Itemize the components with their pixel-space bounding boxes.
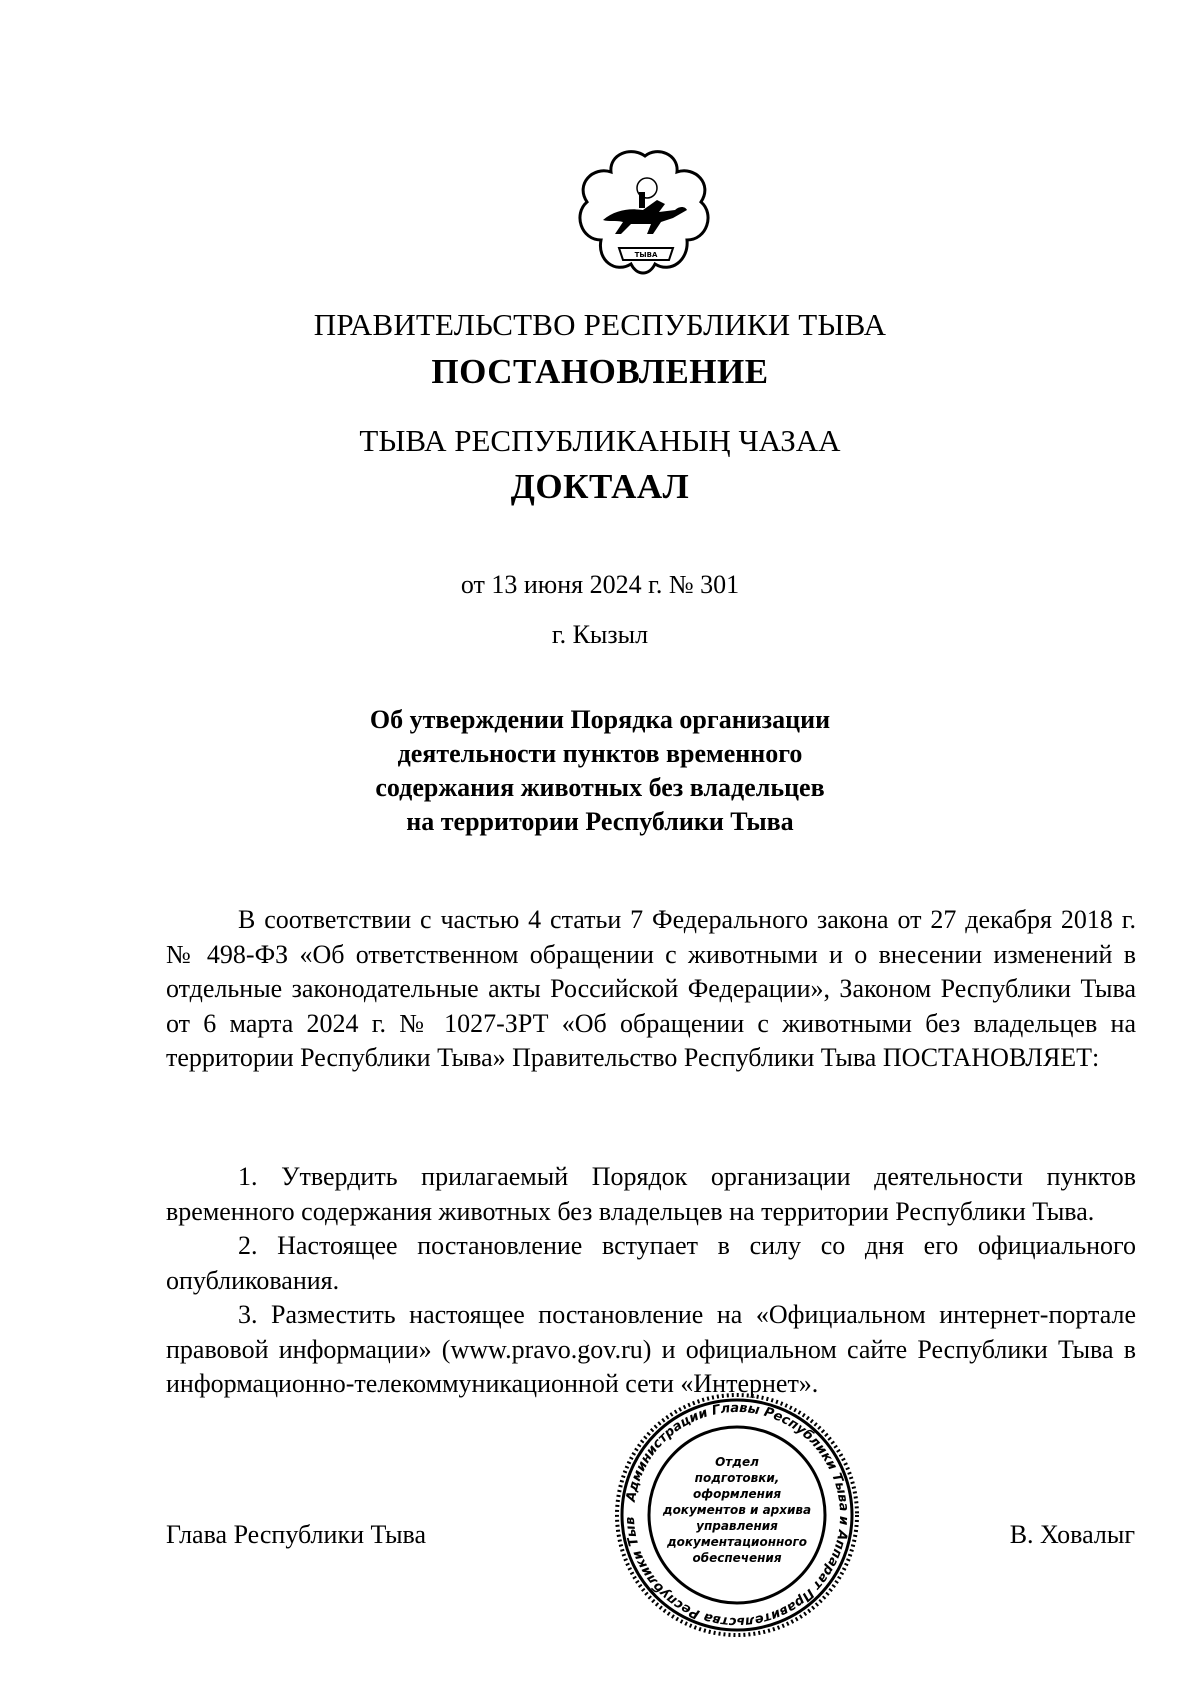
title-line: Об утверждении Порядка организации bbox=[369, 705, 831, 734]
preamble-block bbox=[166, 903, 1136, 1076]
resolution-item: 3. Разместить настоящее постановление на «Официальном интернет-портале правовой информации» (www.pravo.gov.ru) и официальном сайте Республики Тыва в информационно-телекоммуникационной сети «Интернет». bbox=[166, 1300, 1136, 1398]
resolution-item: 2. Настоящее постановление вступает в силу со дня его официального опубликования. bbox=[166, 1231, 1136, 1295]
svg-text:Администрации Главы Республики: Администрации Главы Республики Тыва и Аппарат Правительства Республики Тыв bbox=[622, 1400, 852, 1630]
document-type-tv: ДОКТААЛ bbox=[510, 467, 690, 506]
official-seal-stamp bbox=[612, 1390, 862, 1640]
svg-text:документов и архива: документов и архива bbox=[662, 1503, 812, 1517]
document-city: г. Кызыл bbox=[551, 620, 649, 649]
document-type-ru: ПОСТАНОВЛЕНИЕ bbox=[431, 352, 769, 391]
title-line: на территории Республики Тыва bbox=[406, 807, 794, 836]
resolution-item: 1. Утвердить прилагаемый Порядок организации деятельности пунктов временного содержания животных без владельцев на территории Республики Тыва. bbox=[166, 1162, 1136, 1226]
government-name-tv: ТЫВА РЕСПУБЛИКАНЫҢ ЧАЗАА bbox=[359, 423, 841, 458]
svg-text:управления: управления bbox=[696, 1519, 778, 1533]
signer-name: В. Ховалыг bbox=[1009, 1520, 1135, 1549]
svg-text:оформления: оформления bbox=[692, 1487, 782, 1501]
document-title bbox=[0, 703, 1200, 839]
title-line: деятельности пунктов временного bbox=[397, 739, 803, 768]
signer-role: Глава Республики Тыва bbox=[166, 1520, 427, 1549]
svg-text:подготовки,: подготовки, bbox=[694, 1471, 780, 1485]
svg-text:Отдел: Отдел bbox=[715, 1455, 759, 1469]
svg-text:документационного: документационного bbox=[666, 1535, 808, 1549]
document-date-number: от 13 июня 2024 г. № 301 bbox=[460, 570, 740, 599]
coat-of-arms-icon bbox=[575, 148, 715, 278]
title-line: содержания животных без владельцев bbox=[375, 773, 825, 802]
government-name-ru: ПРАВИТЕЛЬСТВО РЕСПУБЛИКИ ТЫВА bbox=[313, 307, 887, 342]
preamble-paragraph: В соответствии с частью 4 статьи 7 Федерального закона от 27 декабря 2018 г. № 498-ФЗ «Об ответственном обращении с животными и о внесении изменений в отдельные законодательные акты Российской Федерации», Законом Республики Тыва от 6 марта 2024 г. № 1027-ЗРТ «Об обращении с животными без владельцев на территории Республики Тыва» Правительство Республики Тыва ПОСТАНОВЛЯЕТ: bbox=[166, 905, 1136, 1072]
svg-text:ТЫВА: ТЫВА bbox=[634, 251, 658, 259]
resolution-items bbox=[166, 1160, 1136, 1402]
svg-text:обеспечения: обеспечения bbox=[692, 1551, 782, 1565]
